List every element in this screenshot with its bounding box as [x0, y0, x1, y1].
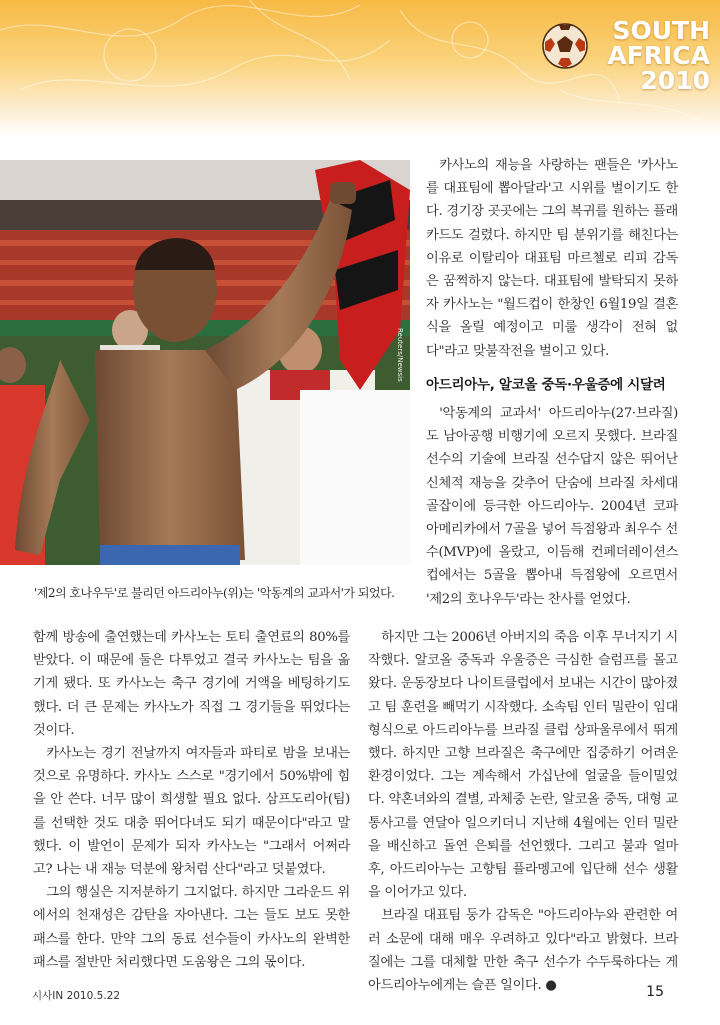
right-column-middle [426, 402, 678, 611]
photo-credit: Reuters/Newsis [396, 328, 404, 382]
photo-caption: '제2의 호나우두'로 불리던 아드리아누(위)는 '악동계의 교과서'가 되었다. [34, 586, 395, 600]
world-cup-logo-text [607, 18, 710, 93]
section-heading: 아드리아누, 알코올 중독·우울증에 시달려 [426, 377, 666, 393]
logo-line-3: 2010 [640, 66, 710, 95]
paragraph: 하지만 그는 2006년 아버지의 죽음 이후 무너지기 시작했다. 알코올 중독과 우울증은 극심한 슬럼프를 몰고 왔다. 운동장보다 나이트클럽에서 보내는 시간이 많아졌고 팀 훈련을 빼먹기 시작했다. 소속팀 인터 밀란이 임대 형식으로 아드리아누를 브라질 클럽 상파울루에서 뛰게 했다. 하지만 고향 브라질은 축구에만 집중하기 어려운 환경이었다. 그는 계속해서 가십난에 얼굴을 들이밀었다. 약혼녀와의 결별, 과체중 논란, 알코올 중독, 대형 교통사고를 연달아 일으키더니 지난해 4월에는 인터 밀란을 배신하고 돌연 은퇴를 선언했다. 그리고 불과 얼마 후, 아드리아누는 고향팀 플라멩고에 입단해 선수 생활을 이어가고 있다. [368, 630, 678, 901]
paragraph: '악동계의 교과서' 아드리아누(27·브라질)도 남아공행 비행기에 오르지 못했다. 브라질 선수의 기술에 브라질 선수답지 않은 뛰어난 신체적 재능을 갖추어 단숨에 브라질 차세대 골잡이에 등극한 아드리아누. 2004년 코파 아메리카에서 7골을 넣어 득점왕과 최우수 선수(MVP)에 올랐고, 이듬해 컨페더레이션스컵에서는 5골을 뽑아내 득점왕에 오르면서 '제2의 호나우두'라는 찬사를 얻었다. [426, 406, 678, 607]
left-column-bottom [33, 626, 350, 974]
page-number: 15 [646, 984, 664, 1000]
header-banner [0, 0, 720, 135]
logo-line-2: AFRICA [607, 41, 710, 70]
paragraph: 그의 행실은 지저분하기 그지없다. 하지만 그라운드 위에서의 천재성은 감탄을 자아낸다. 그는 들도 보도 못한 패스를 한다. 만약 그의 동료 선수들이 카사노의 완벽한 패스를 절반만 처리했다면 도움왕은 그의 몫이다. [33, 885, 350, 970]
article-photo [0, 160, 410, 565]
right-column-top [426, 154, 678, 363]
magazine-issue: 시사IN 2010.5.22 [32, 990, 121, 1002]
player-celebration-image [0, 160, 410, 565]
paragraph: 브라질 대표팀 둥가 감독은 "아드리아누와 관련한 여러 소문에 대해 매우 우려하고 있다"라고 밝혔다. 브라질에는 그를 대체할 만한 축구 선수가 수두룩하다는 게 아드리아누에게는 슬픈 일이다. ● [368, 908, 678, 994]
soccer-ball-icon [541, 22, 589, 70]
paragraph: 카사노는 경기 전날까지 여자들과 파티로 밤을 보내는 것으로 유명하다. 카사노 스스로 "경기에서 50%밖에 힘을 안 쓴다. 너무 많이 희생할 필요 없다. 삼프도리아(팀)를 선택한 것도 대충 뛰어다녀도 되기 때문이다"라고 말했다. 이 발언이 문제가 되자 카사노는 "그래서 어쩌라고? 나는 내 재능 덕분에 왕처럼 산다"라고 덧붙였다. [33, 746, 350, 878]
paragraph: 함께 방송에 출연했는데 카사노는 토티 출연료의 80%를 받았다. 이 때문에 둘은 다투었고 결국 카사노는 팀을 옮기게 됐다. 또 카사노는 축구 경기에 거액을 베팅하기도 했다. 더 큰 문제는 카사노가 직접 그 경기들을 뛰었다는 것이다. [33, 630, 350, 738]
paragraph: 카사노의 재능을 사랑하는 팬들은 '카사노를 대표팀에 뽑아달라'고 시위를 벌이기도 한다. 경기장 곳곳에는 그의 복귀를 원하는 플래카드도 걸렸다. 하지만 팀 분위기를 해친다는 이유로 이탈리아 대표팀 마르첼로 리피 감독은 꿈쩍하지 않는다. 대표팀에 발탁되지 못하자 카사노는 "월드컵이 한창인 6월19일 결혼식을 올릴 예정이고 미룰 생각이 전혀 없다"라고 맞불작전을 벌이고 있다. [426, 158, 678, 359]
logo-line-1: SOUTH [612, 16, 710, 45]
right-column-bottom [368, 626, 678, 997]
